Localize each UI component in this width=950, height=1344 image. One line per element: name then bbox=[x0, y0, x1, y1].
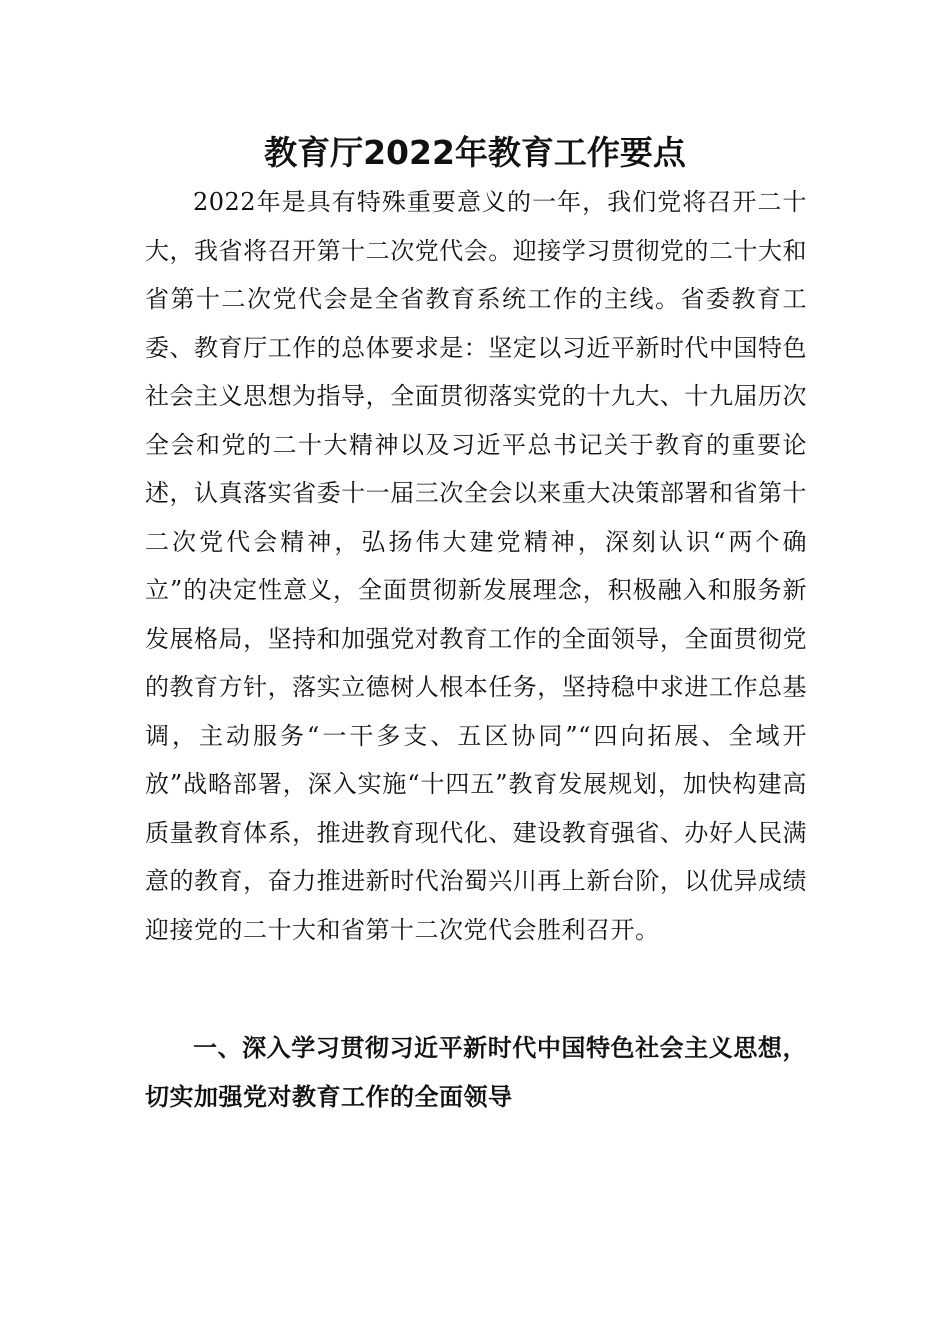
intro-paragraph: 2022年是具有特殊重要意义的一年，我们党将召开二十大，我省将召开第十二次党代会。迎接学习贯彻党的二十大和省第十二次党代会是全省教育系统工作的主线。省委教育工委、教育厅工作的总体要求是：坚定以习近平新时代中国特色社会主义思想为指导，全面贯彻落实党的十九大、十九届历次全会和党的二十大精神以及习近平总书记关于教育的重要论述，认真落实省委十一届三次全会以来重大决策部署和省第十二次党代会精神，弘扬伟大建党精神，深刻认识“两个确立”的决定性意义，全面贯彻新发展理念，积极融入和服务新发展格局，坚持和加强党对教育工作的全面领导，全面贯彻党的教育方针，落实立德树人根本任务，坚持稳中求进工作总基调，主动服务“一干多支、五区协同”“四向拓展、全域开放”战略部署，深入实施“十四五”教育发展规划，加快构建高质量教育体系，推进教育现代化、建设教育强省、办好人民满意的教育，奋力推进新时代治蜀兴川再上新台阶，以优异成绩迎接党的二十大和省第十二次党代会胜利召开。 bbox=[145, 188, 807, 944]
document-title: 教育厅2022年教育工作要点 bbox=[264, 133, 686, 172]
section-heading: 一、深入学习贯彻习近平新时代中国特色社会主义思想，切实加强党对教育工作的全面领导 bbox=[145, 1034, 807, 1111]
